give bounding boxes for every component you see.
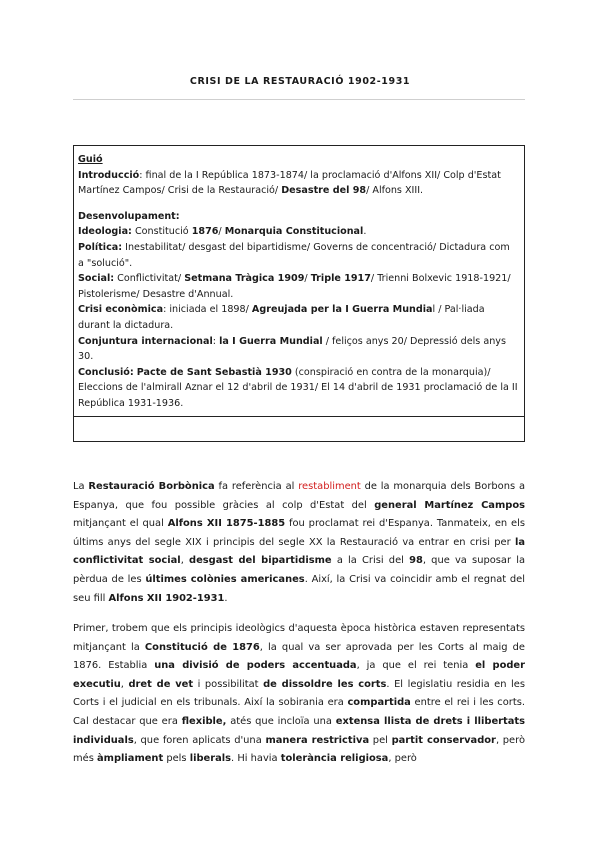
paragraph-intro: La Restauració Borbònica fa referència al restabliment de la monarquia dels Borbons a Espanya, que fou possible gràcies al colp d'Estat del general Martínez Campos mitjançant el qual Alfons XII 1875-1885 fou proclamat rei d'Espanya. Tanmateix, en els últims anys del segle XIX i principis del segle XX la Restauració va entrar en crisi per la conflictivitat social, desgast del bipartidisme a la Crisi del 98, que va suposar la pèrdua de les últimes colònies americanes. Així, la Crisi va coincidir amb el regnat del seu fill Alfons XII 1902-1931. [73, 481, 525, 604]
highlighted-word: restabliment [298, 481, 361, 492]
outline-intro: Introducció: final de la I República 1873-1874/ la proclamació d'Alfons XII/ Colp d'Estat Martínez Campos/ Crisi de la Restauració/ Desastre del 98/ Alfons XIII. [78, 169, 501, 197]
outline-politics: Política: Inestabilitat/ desgast del bipartidisme/ Governs de concentració/ Dictadura com a "solució". [78, 241, 510, 269]
outline-heading: Guió [78, 154, 103, 165]
outline-social: Social: Conflictivitat/ Setmana Tràgica 1909/ Triple 1917/ Trienni Bolxevic 1918-1921/ Pistolerisme/ Desastre d'Annual. [78, 273, 511, 300]
title-rule [73, 99, 525, 100]
outline-development-heading: Desenvolupament: [78, 210, 180, 222]
outline-box [73, 145, 525, 442]
outline-international: Conjuntura internacional: la I Guerra Mundial / feliços anys 20/ Depressió dels anys 30. [78, 335, 506, 363]
outline-conclusion: Conclusió: Pacte de Sant Sebastià 1930 (conspiració en contra de la monarquia)/ Eleccions de l'almirall Aznar el 12 d'abril de 1931/ El 14 d'abril de 1931 proclamació de la II República 1931-1936. [78, 366, 518, 409]
outline-content [78, 152, 518, 412]
outline-economic-crisis: Crisi econòmica: iniciada el 1898/ Agreujada per la I Guerra Mundial / Pal·liada durant la dictadura. [78, 304, 485, 331]
paragraph-ideology: Primer, trobem que els principis ideològics d'aquesta època històrica estaven representats mitjançant la Constitució de 1876, la qual va ser aprovada per les Corts al maig de 1876. Establia una divisió de poders accentuada, ja que el rei tenia el poder executiu, dret de vet i possibilitat de dissoldre les corts. El legislatiu residia en les Corts i el judicial en els tribunals. Així la sobirania era compartida entre el rei i les corts. Cal destacar que era flexible, atés que incloïa una extensa llista de drets i llibertats individuals, que foren aplicats d'una manera restrictiva pel partit conservador, però més àmpliament pels liberals. Hi havia tolerància religiosa, però [73, 623, 525, 765]
outline-divider [74, 416, 524, 417]
outline-ideology: Ideologia: Constitució 1876/ Monarquia Constitucional. [78, 226, 367, 238]
document-title: CRISI DE LA RESTAURACIÓ 1902-1931 [189, 76, 411, 87]
